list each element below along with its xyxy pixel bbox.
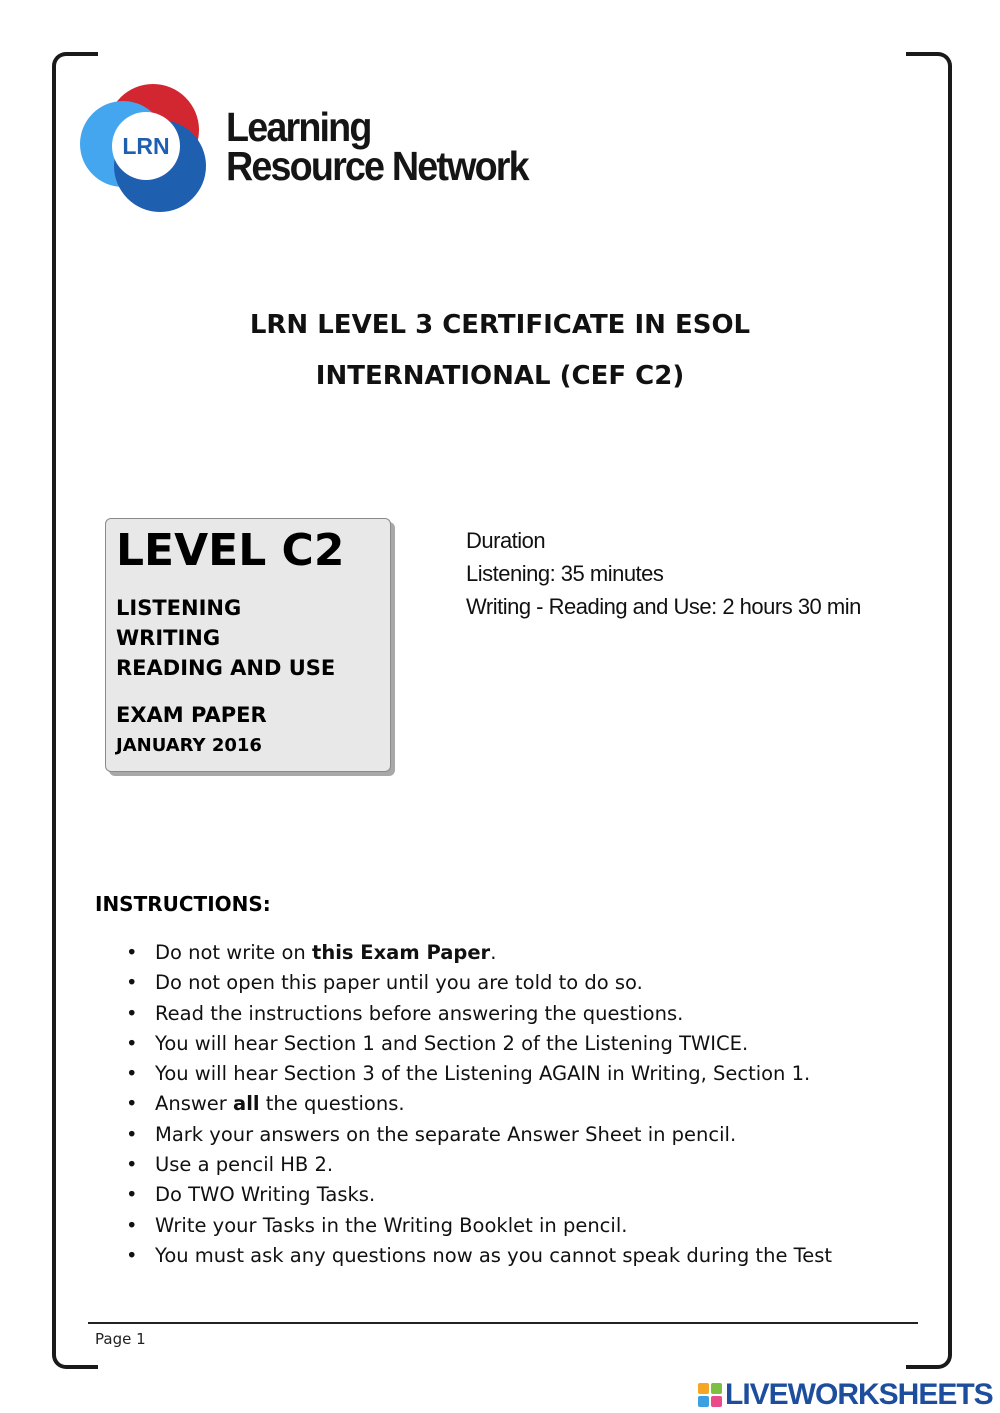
bullet-icon: • xyxy=(126,941,138,964)
instruction-emphasis: all xyxy=(233,1092,260,1116)
duration-writing: Writing - Reading and Use: 2 hours 30 min xyxy=(466,594,861,619)
wm-square-2 xyxy=(711,1383,722,1394)
bullet-icon: • xyxy=(126,1062,138,1086)
instruction-text: You will hear Section 1 and Section 2 of the Listening TWICE. xyxy=(155,1031,749,1055)
instruction-text: . xyxy=(490,941,497,964)
bullet-icon: • xyxy=(126,971,138,995)
instruction-text: You must ask any questions now as you cannot speak during the Test xyxy=(155,1243,833,1267)
instruction-text: Answer xyxy=(155,1092,234,1116)
page-title-line-2: INTERNATIONAL (CEF C2) xyxy=(315,361,685,391)
instructions-list xyxy=(126,938,832,1271)
wm-square-3 xyxy=(698,1396,709,1407)
page-title-line-1: LRN LEVEL 3 CERTIFICATE IN ESOL xyxy=(249,310,751,340)
bullet-icon: • xyxy=(126,1213,138,1237)
instruction-text: Do TWO Writing Tasks. xyxy=(155,1183,376,1207)
bullet-icon: • xyxy=(126,1153,138,1177)
frame-corner-bottom-left xyxy=(52,1323,98,1369)
instruction-item xyxy=(126,938,832,968)
bullet-icon: • xyxy=(126,1031,138,1055)
instructions-heading: INSTRUCTIONS: xyxy=(95,892,271,916)
instruction-text: the questions. xyxy=(259,1092,405,1116)
footer-divider xyxy=(88,1322,918,1324)
frame-left-border xyxy=(52,90,56,1326)
instruction-text: Write your Tasks in the Writing Booklet in pencil. xyxy=(155,1213,628,1237)
instruction-text: Do not write on xyxy=(155,941,312,964)
instruction-item xyxy=(126,1180,832,1210)
frame-right-border xyxy=(948,90,952,1326)
instruction-text: Read the instructions before answering the questions. xyxy=(155,1001,684,1025)
exam-paper-label: EXAM PAPER xyxy=(116,703,267,727)
level-section-listening: LISTENING xyxy=(116,596,242,620)
watermark-text: LIVEWORKSHEETS xyxy=(725,1378,993,1411)
bullet-icon: • xyxy=(126,1001,138,1025)
instruction-emphasis: this Exam Paper xyxy=(312,941,491,964)
wm-square-1 xyxy=(698,1383,709,1394)
instruction-item xyxy=(126,1029,832,1059)
logo-wordmark xyxy=(226,104,528,189)
bullet-icon: • xyxy=(126,1243,138,1267)
logo-badge-text: LRN xyxy=(122,133,170,159)
wm-square-4 xyxy=(711,1396,722,1407)
bullet-icon: • xyxy=(126,1183,138,1207)
level-section-writing: WRITING xyxy=(116,626,221,650)
level-info-box xyxy=(105,518,391,772)
instruction-item xyxy=(126,1150,832,1180)
logo-line-1: Learning xyxy=(226,104,371,150)
instruction-text: Do not open this paper until you are told to do so. xyxy=(155,971,643,995)
liveworksheets-logo-icon xyxy=(698,1383,722,1407)
frame-corner-bottom-right xyxy=(906,1323,952,1369)
liveworksheets-watermark xyxy=(698,1378,993,1412)
logo-line-2: Resource Network xyxy=(226,143,528,189)
instruction-text: Mark your answers on the separate Answer Sheet in pencil. xyxy=(155,1122,737,1146)
instruction-text: You will hear Section 3 of the Listening AGAIN in Writing, Section 1. xyxy=(155,1062,811,1086)
instruction-item xyxy=(126,1089,832,1119)
instruction-item xyxy=(126,1211,832,1241)
level-section-reading: READING AND USE xyxy=(116,656,336,680)
level-heading: LEVEL C2 xyxy=(116,525,345,576)
level-sections xyxy=(116,593,335,683)
instruction-item xyxy=(126,999,832,1029)
page-number: Page 1 xyxy=(95,1330,146,1348)
bullet-icon: • xyxy=(126,1092,138,1116)
duration-listening: Listening: 35 minutes xyxy=(466,561,664,586)
bullet-icon: • xyxy=(126,1122,138,1146)
instruction-text: Use a pencil HB 2. xyxy=(155,1153,334,1177)
instruction-item xyxy=(126,968,832,998)
frame-corner-top-right xyxy=(906,52,952,98)
duration-block xyxy=(466,524,861,623)
instruction-item xyxy=(126,1059,832,1089)
instruction-item xyxy=(126,1120,832,1150)
lrn-logo-icon xyxy=(78,80,213,215)
duration-label: Duration xyxy=(466,528,546,553)
instruction-item xyxy=(126,1241,832,1271)
exam-date: JANUARY 2016 xyxy=(116,735,262,756)
